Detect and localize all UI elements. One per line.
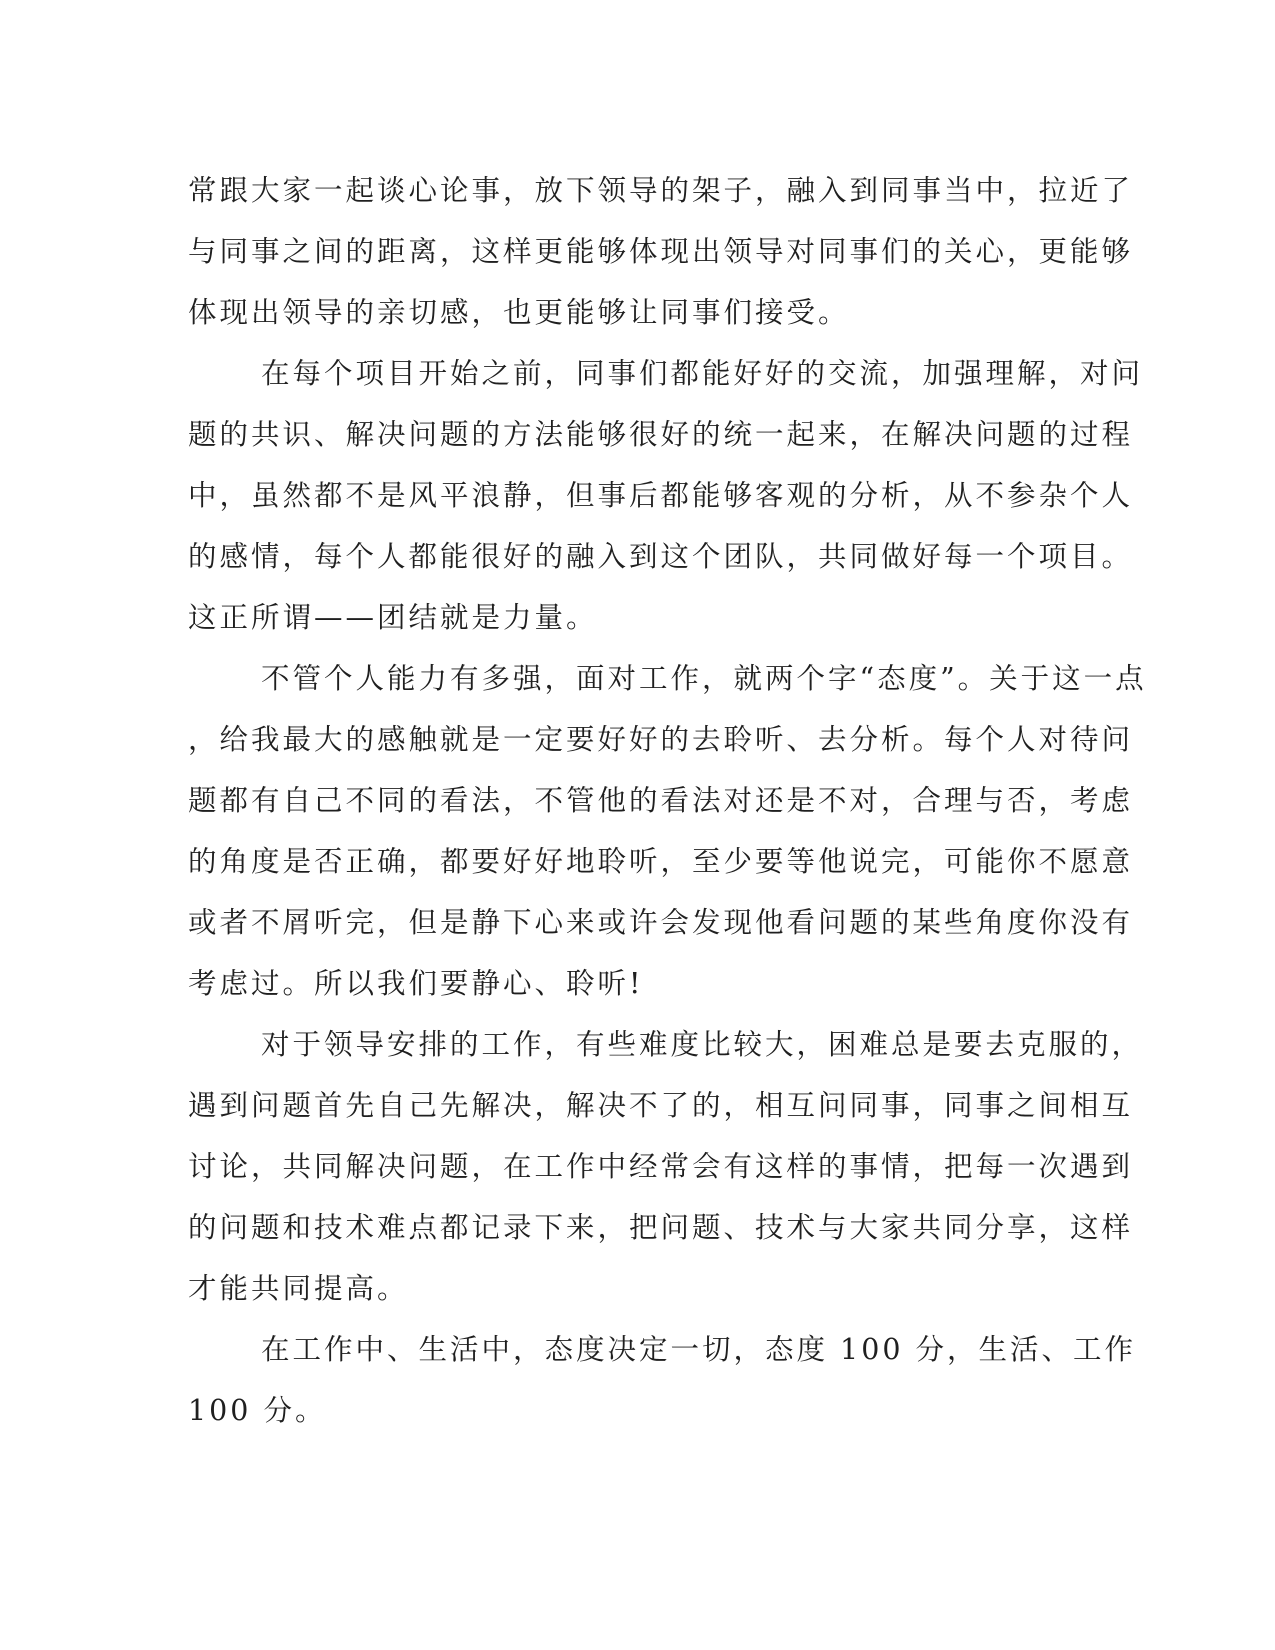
paragraph-line: 讨论，共同解决问题，在工作中经常会有这样的事情，把每一次遇到 xyxy=(188,1150,1134,1183)
paragraph-line: 在工作中、生活中，态度决定一切，态度 100 分，生活、工作 xyxy=(261,1333,1137,1366)
paragraph-line: 题的共识、解决问题的方法能够很好的统一起来，在解决问题的过程 xyxy=(188,418,1134,451)
paragraph-line: 不管个人能力有多强，面对工作，就两个字“态度”。关于这一点 xyxy=(261,662,1147,695)
paragraph-line: 中，虽然都不是风平浪静，但事后都能够客观的分析，从不参杂个人 xyxy=(188,479,1134,512)
paragraph-line: 题都有自己不同的看法，不管他的看法对还是不对，合理与否，考虑 xyxy=(188,784,1134,817)
paragraph-line: 考虑过。所以我们要静心、聆听! xyxy=(188,967,644,1000)
paragraph-line: 的感情，每个人都能很好的融入到这个团队，共同做好每一个项目。 xyxy=(188,540,1134,573)
paragraph-line: 在每个项目开始之前，同事们都能好好的交流，加强理解，对问 xyxy=(261,357,1144,390)
paragraph-line: 的问题和技术难点都记录下来，把问题、技术与大家共同分享，这样 xyxy=(188,1211,1134,1244)
paragraph-3 xyxy=(188,648,1147,1014)
paragraph-5 xyxy=(188,1319,1137,1441)
paragraph-line: 常跟大家一起谈心论事，放下领导的架子，融入到同事当中，拉近了 xyxy=(188,174,1134,207)
paragraph-line: ，给我最大的感触就是一定要好好的去聆听、去分析。每个人对待问 xyxy=(188,723,1134,756)
paragraph-line: 100 分。 xyxy=(188,1394,327,1427)
paragraph-line: 的角度是否正确，都要好好地聆听，至少要等他说完，可能你不愿意 xyxy=(188,845,1134,878)
paragraph-line: 这正所谓——团结就是力量。 xyxy=(188,601,598,634)
paragraph-4 xyxy=(188,1014,1144,1319)
paragraph-2 xyxy=(188,343,1144,648)
paragraph-line: 或者不屑听完，但是静下心来或许会发现他看问题的某些角度你没有 xyxy=(188,906,1134,939)
paragraph-line: 与同事之间的距离，这样更能够体现出领导对同事们的关心，更能够 xyxy=(188,235,1134,268)
paragraph-1 xyxy=(188,160,1134,343)
document-body xyxy=(188,160,1147,1441)
paragraph-line: 体现出领导的亲切感，也更能够让同事们接受。 xyxy=(188,296,850,329)
paragraph-line: 才能共同提高。 xyxy=(188,1272,409,1305)
paragraph-line: 对于领导安排的工作，有些难度比较大，困难总是要去克服的， xyxy=(261,1028,1144,1061)
paragraph-line: 遇到问题首先自己先解决，解决不了的，相互问同事，同事之间相互 xyxy=(188,1089,1134,1122)
